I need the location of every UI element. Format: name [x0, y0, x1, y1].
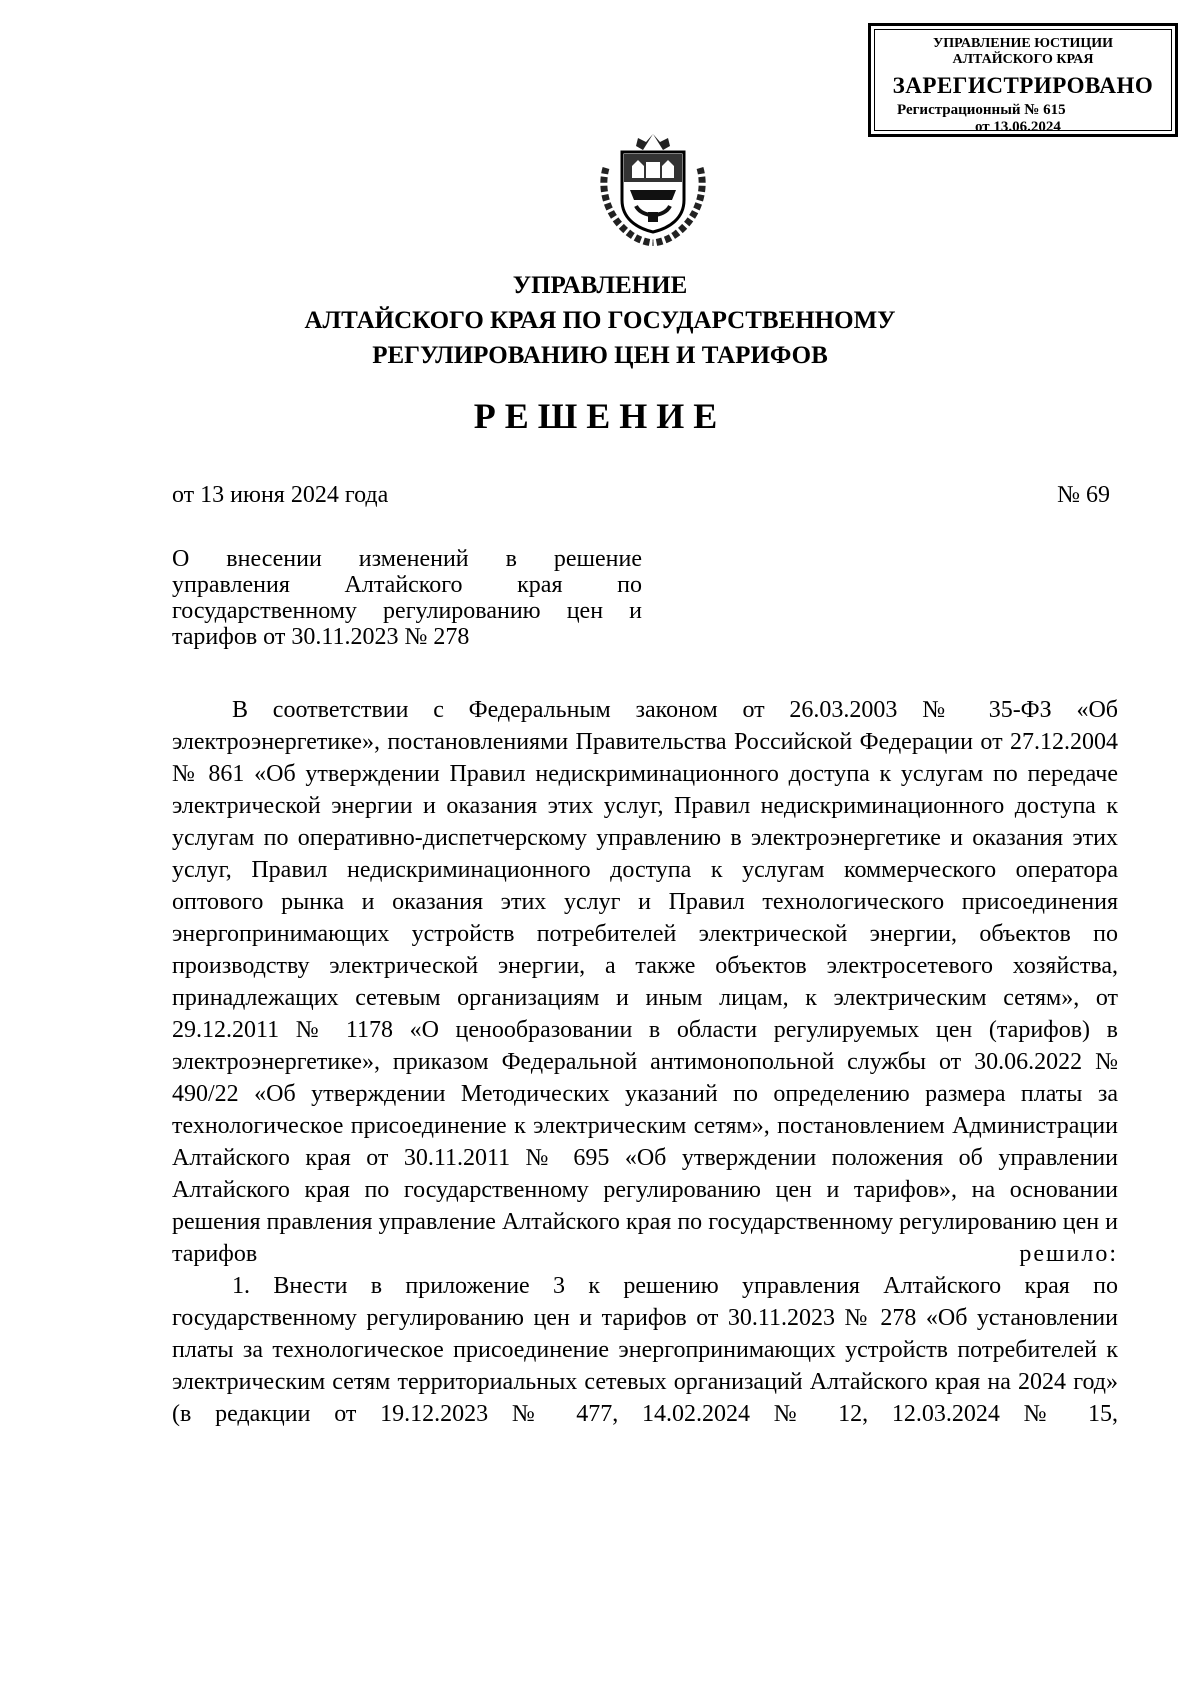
stamp-reg-date: от 13.06.2024 [975, 119, 1061, 135]
preamble-paragraph [172, 694, 1118, 1270]
authority-line-3: РЕГУЛИРОВАНИЮ ЦЕН И ТАРИФОВ [372, 342, 828, 369]
document-subject: О внесении изменений в решение управления Алтайского края по государственному регулированию цен и тарифов от 30.11.2023 № 278 [172, 546, 642, 650]
stamp-title: ЗАРЕГИСТРИРОВАНО [892, 73, 1154, 98]
document-date: от 13 июня 2024 года [172, 482, 389, 508]
stamp-inner-frame [874, 29, 1172, 135]
document-body [172, 694, 1118, 1430]
preamble-text: В соответствии с Федеральным законом от 26.03.2003 № 35-ФЗ «Об электроэнергетике», постановлениями Правительства Российской Федерации от 27.12.2004 № 861 «Об утверждении Правил недискриминационного доступа к услугам по передаче электрической энергии и оказания этих услуг, Правил недискриминационного доступа к услугам по оперативно-диспетчерскому управлению в электроэнергетике и оказания этих услуг, Правил недискриминационного доступа к услугам коммерческого оператора оптового рынка и оказания этих услуг и Правил технологического присоединения энергопринимающих устройств потребителей электрической энергии, объектов по производству электрической энергии, а также объектов электросетевого хозяйства, принадлежащих сетевым организациям и иным лицам, к электрическим сетям», от 29.12.2011 № 1178 «О ценообразовании в области регулируемых цен (тарифов) в электроэнергетике», приказом Федеральной антимонопольной службы от 30.06.2022 № 490/22 «Об утверждении Методических указаний по определению размера платы за технологическое присоединение к электрическим сетям», постановлением Администрации Алтайского края от 30.11.2011 № 695 «Об утверждении положения об управлении Алтайского края по государственному регулированию цен и тарифов», на основании решения правления управление Алтайского края по государственному регулированию цен и тарифов [172, 697, 1118, 1267]
stamp-reg-number: Регистрационный № 615 [897, 102, 1066, 118]
stamp-authority-line2: АЛТАЙСКОГО КРАЯ [952, 52, 1094, 67]
issuing-authority [0, 268, 1200, 373]
authority-line-1: УПРАВЛЕНИЕ [512, 272, 688, 299]
coat-of-arms-icon [580, 128, 726, 246]
authority-line-2: АЛТАЙСКОГО КРАЯ ПО ГОСУДАРСТВЕННОМУ [304, 307, 896, 334]
stamp-authority-line1: УПРАВЛЕНИЕ ЮСТИЦИИ [933, 36, 1113, 51]
decided-word: решило: [1019, 1241, 1118, 1267]
clause-1-paragraph: 1. Внести в приложение 3 к решению управления Алтайского края по государственному регулированию цен и тарифов от 30.11.2023 № 278 «Об установлении платы за технологическое присоединение энергопринимающих устройств потребителей к электрическим сетям территориальных сетевых организаций Алтайского края на 2024 год» (в редакции от 19.12.2023 № 477, 14.02.2024 № 12, 12.03.2024 № 15, [172, 1273, 1118, 1427]
document-number: № 69 [1057, 482, 1110, 508]
registration-stamp [868, 23, 1178, 137]
document-type-heading: РЕШЕНИЕ [473, 396, 727, 436]
